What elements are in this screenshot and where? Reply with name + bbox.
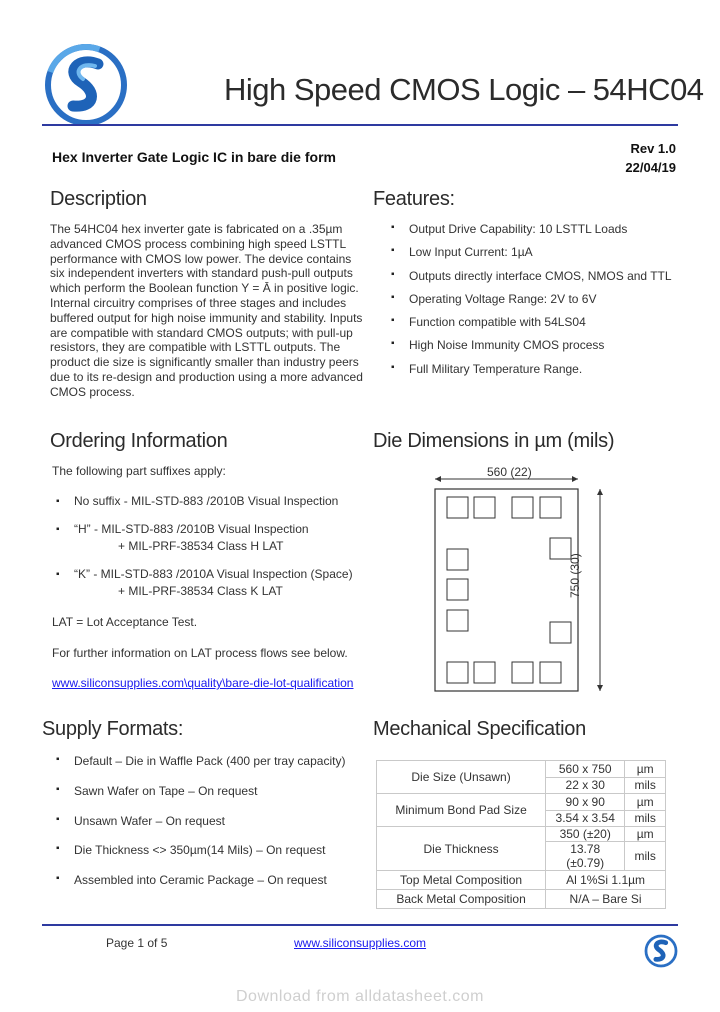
- description-heading: Description: [50, 188, 147, 210]
- supply-item: ▪ Die Thickness <> 350µm(14 Mils) – On request: [50, 843, 370, 873]
- features-list: [385, 222, 705, 385]
- ordering-item: [50, 521, 370, 555]
- revision: Rev 1.0: [630, 141, 676, 156]
- company-logo: [43, 42, 129, 128]
- header-divider: [42, 124, 678, 126]
- supply-heading: Supply Formats:: [42, 718, 184, 740]
- lat-note: LAT = Lot Acceptance Test.: [52, 615, 198, 629]
- die-width-label: 560 (22): [487, 465, 532, 479]
- ordering-intro: The following part suffixes apply:: [52, 464, 226, 478]
- ordering-item: [50, 566, 370, 600]
- feature-item: ▪ High Noise Immunity CMOS process: [385, 338, 705, 361]
- ordering-item: [50, 493, 370, 510]
- ordering-item-line: + MIL-PRF-38534 Class K LAT: [118, 584, 283, 598]
- document-title: High Speed CMOS Logic – 54HC04: [224, 72, 704, 107]
- table-row: [377, 890, 666, 909]
- description-line: which perform the Boolean function Y = Ā in positive logic.: [50, 281, 359, 296]
- footer-logo: [644, 934, 678, 968]
- features-heading: Features:: [373, 188, 455, 210]
- further-info: For further information on LAT process flows see below.: [52, 646, 348, 660]
- description-line: advanced CMOS process combining high speed LSTTL: [50, 236, 347, 251]
- spec-label: Die Size (Unsawn): [377, 761, 546, 794]
- spec-label: Minimum Bond Pad Size: [377, 794, 546, 827]
- supply-item: ▪ Assembled into Ceramic Package – On request: [50, 873, 370, 903]
- footer-website-link[interactable]: www.siliconsupplies.com: [294, 936, 427, 950]
- feature-item: ▪ Full Military Temperature Range.: [385, 362, 705, 385]
- ordering-item-line: ▪ No suffix - MIL-STD-883 /2010B Visual Inspection: [74, 494, 339, 508]
- spec-unit: µm: [625, 827, 666, 842]
- watermark: Download from alldatasheet.com: [235, 988, 484, 1005]
- revision-date: 22/04/19: [625, 160, 676, 175]
- die-diagram: [430, 462, 610, 698]
- description-line: product die size is significantly smaller than industry peers: [50, 355, 359, 370]
- description-line: six independent inverters with standard push-pull outputs: [50, 266, 353, 281]
- description-line: are compatible with standard CMOS outputs; with pull-up: [50, 325, 353, 340]
- description-line: Internal circuitry comprises of three stages and includes: [50, 295, 347, 310]
- table-row: [377, 794, 666, 811]
- supply-item: ▪ Default – Die in Waffle Pack (400 per tray capacity): [50, 754, 370, 784]
- description-line: resistors, they are compatible with LSTTL outputs. The: [50, 340, 341, 355]
- document-subtitle: Hex Inverter Gate Logic IC in bare die form: [52, 149, 336, 165]
- spec-label: Top Metal Composition: [377, 871, 546, 890]
- spec-unit: mils: [625, 777, 666, 794]
- table-row: [377, 761, 666, 778]
- page-number: Page 1 of 5: [106, 936, 168, 950]
- supply-list: [50, 754, 370, 903]
- spec-unit: µm: [625, 761, 666, 778]
- description-line: The 54HC04 hex inverter gate is fabricated on a .35µm: [50, 222, 343, 236]
- spec-value: 560 x 750: [546, 761, 625, 778]
- feature-item: ▪ Function compatible with 54LS04: [385, 315, 705, 338]
- spec-value: 3.54 x 3.54: [546, 810, 625, 827]
- description-line: due to its re-design and production using a more advanced: [50, 369, 363, 384]
- description-text: [50, 222, 370, 400]
- ordering-heading: Ordering Information: [50, 430, 228, 452]
- supply-item: ▪ Unsawn Wafer – On request: [50, 814, 370, 844]
- footer-divider: [42, 924, 678, 926]
- revision-block: [625, 139, 676, 177]
- ordering-item-line: ▪ “H” - MIL-STD-883 /2010B Visual Inspection: [74, 522, 309, 536]
- description-line: CMOS process.: [50, 384, 135, 399]
- feature-item: ▪ Outputs directly interface CMOS, NMOS and TTL: [385, 269, 705, 292]
- mechanical-heading: Mechanical Specification: [373, 718, 586, 740]
- mechanical-table: [376, 760, 666, 909]
- spec-value: 350 (±20): [546, 827, 625, 842]
- feature-item: ▪ Output Drive Capability: 10 LSTTL Loads: [385, 222, 705, 245]
- die-height-label: 750 (30): [568, 553, 582, 598]
- description-line: buffered output for high noise immunity and stability. Inputs: [50, 310, 363, 325]
- spec-value: N/A – Bare Si: [546, 890, 666, 909]
- spec-value: Al 1%Si 1.1µm: [546, 871, 666, 890]
- ordering-item-line: ▪ “K” - MIL-STD-883 /2010A Visual Inspection (Space): [74, 567, 353, 581]
- description-line: performance with CMOS low power. The device contains: [50, 251, 352, 266]
- spec-unit: µm: [625, 794, 666, 811]
- table-row: [377, 871, 666, 890]
- spec-value: 90 x 90: [546, 794, 625, 811]
- lat-qualification-link[interactable]: www.siliconsupplies.com\quality\bare-die-lot-qualification: [52, 676, 354, 690]
- spec-label: Die Thickness: [377, 827, 546, 871]
- die-dimensions-heading: Die Dimensions in µm (mils): [373, 430, 615, 452]
- feature-item: ▪ Operating Voltage Range: 2V to 6V: [385, 292, 705, 315]
- spec-label: Back Metal Composition: [377, 890, 546, 909]
- ordering-list: [50, 493, 370, 611]
- spec-unit: mils: [625, 842, 666, 871]
- spec-value: 22 x 30: [546, 777, 625, 794]
- spec-unit: mils: [625, 810, 666, 827]
- feature-item: ▪ Low Input Current: 1µA: [385, 245, 705, 268]
- ordering-item-line: + MIL-PRF-38534 Class H LAT: [118, 539, 284, 553]
- spec-value: 13.78 (±0.79): [546, 842, 625, 871]
- table-row: [377, 827, 666, 842]
- supply-item: ▪ Sawn Wafer on Tape – On request: [50, 784, 370, 814]
